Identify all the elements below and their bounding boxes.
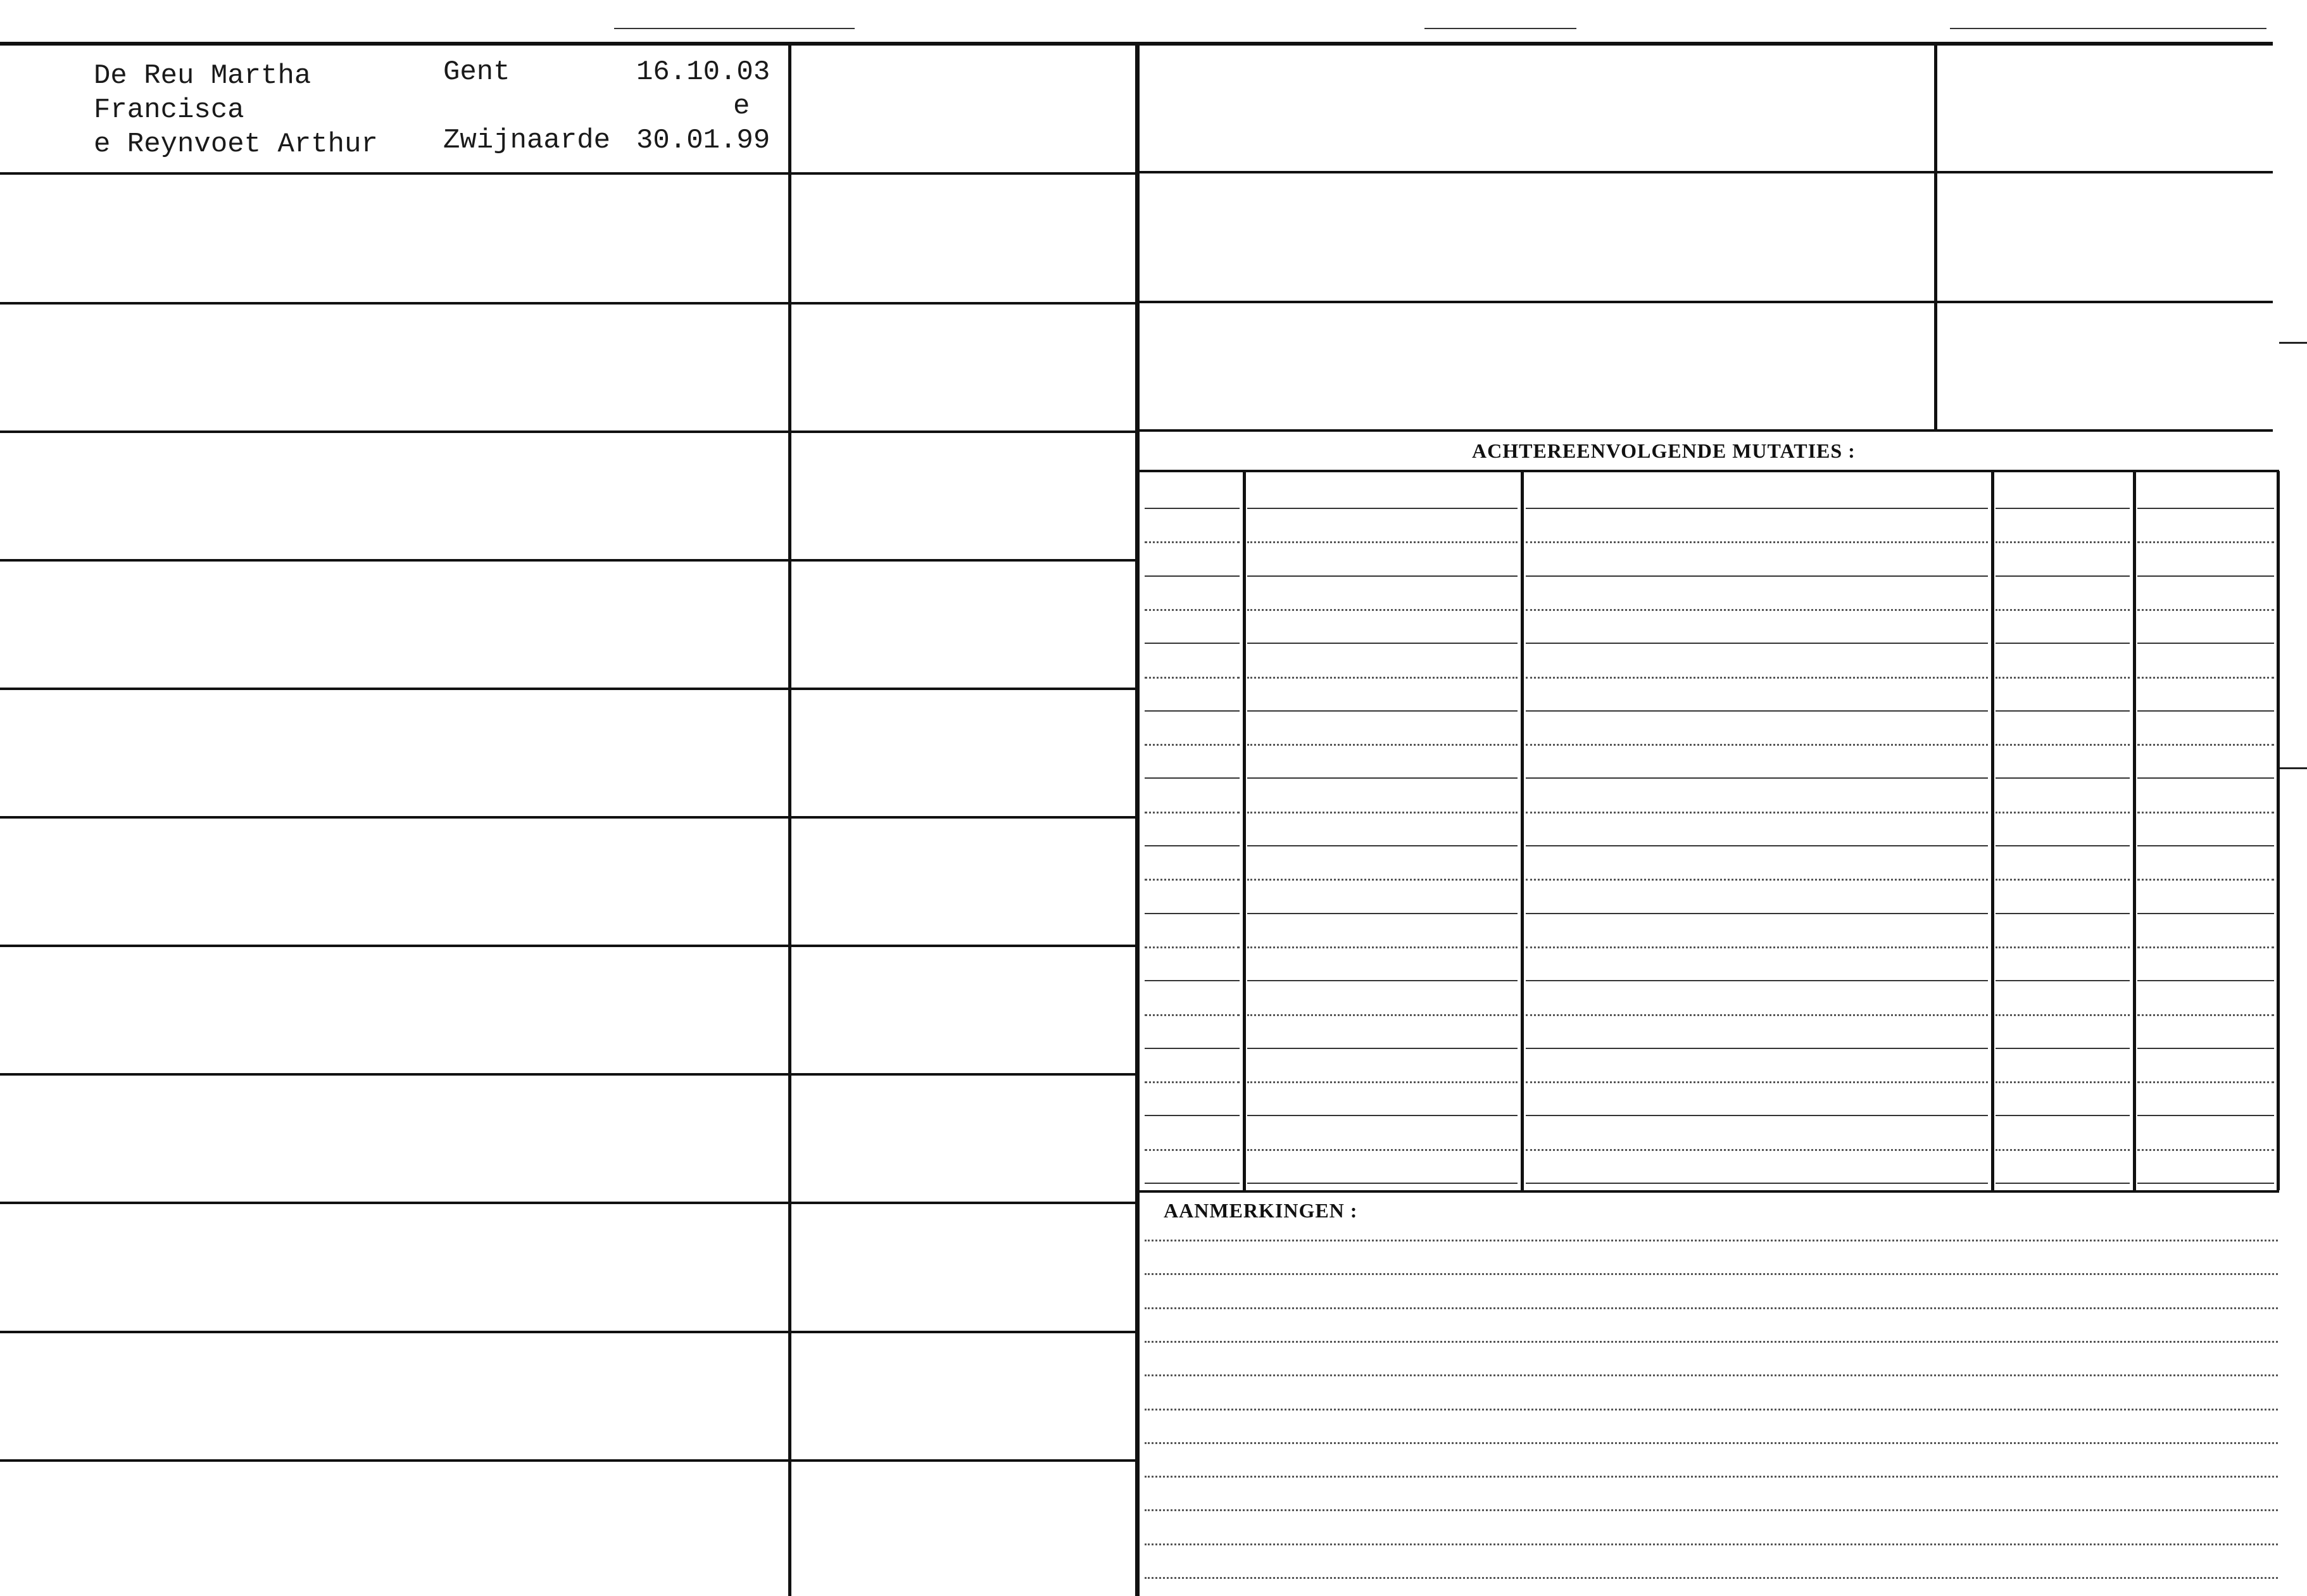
- entry-name-line2: Francisca: [94, 94, 244, 126]
- mutations-col-divider: [1243, 471, 1246, 1190]
- mutations-dotted-line: [1145, 946, 1240, 948]
- mutations-dotted-line: [1996, 609, 2130, 611]
- mutations-solid-line: [1526, 845, 1988, 846]
- mutations-solid-line: [1145, 1183, 1240, 1184]
- remarks-dotted-line: [1145, 1374, 2278, 1376]
- mutations-solid-line: [1996, 1183, 2130, 1184]
- mutations-dotted-line: [2137, 879, 2274, 881]
- mutations-solid-line: [1247, 913, 1518, 914]
- mutations-col-divider: [1991, 471, 1994, 1190]
- mutations-dotted-line: [1145, 609, 1240, 611]
- mutations-dotted-line: [1145, 1014, 1240, 1016]
- mutations-dotted-line: [1526, 744, 1988, 746]
- mutations-solid-line: [2137, 1183, 2274, 1184]
- remarks-dotted-line: [1145, 1543, 2278, 1545]
- mutations-solid-line: [2137, 643, 2274, 644]
- mutations-dotted-line: [1996, 946, 2130, 948]
- mutations-solid-line: [1526, 913, 1988, 914]
- mutations-solid-line: [1145, 845, 1240, 846]
- entry-date1: 16.10.03: [636, 56, 770, 88]
- mutations-dotted-line: [1247, 812, 1518, 814]
- entry-place2: Zwijnaarde: [443, 125, 611, 156]
- remarks-dotted-line: [1145, 1442, 2278, 1444]
- left-row-line: [0, 172, 1135, 175]
- mutations-table-bottom: [1140, 1190, 2279, 1193]
- mutations-solid-line: [1996, 913, 2130, 914]
- mutations-dotted-line: [1526, 541, 1988, 543]
- mutations-dotted-line: [1145, 879, 1240, 881]
- mutations-solid-line: [2137, 575, 2274, 577]
- mutations-solid-line: [1996, 980, 2130, 981]
- mutations-solid-line: [2137, 1115, 2274, 1116]
- mutations-dotted-line: [1247, 1149, 1518, 1151]
- right-row-line: [1140, 429, 2273, 432]
- mutations-solid-line: [1247, 575, 1518, 577]
- left-row-line: [0, 559, 1135, 562]
- column-divider-center: [1135, 44, 1140, 1596]
- left-row-line: [0, 1331, 1135, 1333]
- mutations-dotted-line: [1526, 1149, 1988, 1151]
- mutations-solid-line: [1145, 777, 1240, 779]
- mutations-col-divider: [2133, 471, 2136, 1190]
- mutations-dotted-line: [1526, 1014, 1988, 1016]
- mutations-dotted-line: [1996, 1149, 2130, 1151]
- mutations-dotted-line: [1996, 677, 2130, 679]
- left-row-line: [0, 945, 1135, 947]
- remarks-dotted-line: [1145, 1476, 2278, 1478]
- mutations-solid-line: [1247, 710, 1518, 712]
- mutations-solid-line: [2137, 845, 2274, 846]
- mutations-col-divider: [2277, 471, 2280, 1190]
- mutations-solid-line: [1526, 1183, 1988, 1184]
- mutations-solid-line: [1145, 980, 1240, 981]
- mutations-solid-line: [1996, 643, 2130, 644]
- mutations-solid-line: [1996, 845, 2130, 846]
- mutations-dotted-line: [1145, 541, 1240, 543]
- entry-name-line3: e Reynvoet Arthur: [94, 129, 378, 160]
- mutations-dotted-line: [1247, 1014, 1518, 1016]
- mutations-dotted-line: [1996, 879, 2130, 881]
- mutations-solid-line: [1996, 1115, 2130, 1116]
- mutations-solid-line: [2137, 777, 2274, 779]
- entry-date2: 30.01.99: [636, 125, 770, 156]
- mutations-solid-line: [1526, 710, 1988, 712]
- mutations-solid-line: [1247, 1183, 1518, 1184]
- mutations-dotted-line: [1145, 1149, 1240, 1151]
- mutations-dotted-line: [2137, 1149, 2274, 1151]
- mutations-solid-line: [1996, 1048, 2130, 1049]
- remarks-heading: AANMERKINGEN :: [1164, 1199, 1358, 1222]
- mutations-dotted-line: [2137, 609, 2274, 611]
- mutations-solid-line: [1145, 913, 1240, 914]
- mutations-solid-line: [2137, 1048, 2274, 1049]
- header-dash: [614, 28, 855, 29]
- mutations-solid-line: [1526, 643, 1988, 644]
- mutations-solid-line: [1145, 508, 1240, 509]
- mutations-solid-line: [1996, 777, 2130, 779]
- mutations-solid-line: [1526, 777, 1988, 779]
- mutations-solid-line: [1996, 710, 2130, 712]
- left-row-line: [0, 816, 1135, 819]
- column-divider-left: [788, 44, 791, 1596]
- mutations-solid-line: [1247, 980, 1518, 981]
- mutations-dotted-line: [1996, 1081, 2130, 1083]
- entry-name-line1: De Reu Martha: [94, 60, 311, 92]
- mutations-solid-line: [1145, 1048, 1240, 1049]
- mutations-solid-line: [1247, 845, 1518, 846]
- mutations-dotted-line: [1996, 812, 2130, 814]
- mutations-solid-line: [1526, 1048, 1988, 1049]
- mutations-heading: ACHTEREENVOLGENDE MUTATIES :: [1472, 439, 1856, 462]
- mutations-dotted-line: [1145, 812, 1240, 814]
- mutations-dotted-line: [1247, 541, 1518, 543]
- remarks-dotted-line: [1145, 1273, 2278, 1275]
- mutations-solid-line: [1247, 1115, 1518, 1116]
- mutations-dotted-line: [1145, 1081, 1240, 1083]
- entry-date-separator: e: [733, 91, 750, 122]
- left-row-line: [0, 688, 1135, 690]
- mutations-dotted-line: [1526, 1081, 1988, 1083]
- mutations-solid-line: [1526, 980, 1988, 981]
- mutations-solid-line: [2137, 710, 2274, 712]
- mutations-dotted-line: [1247, 744, 1518, 746]
- mutations-dotted-line: [2137, 744, 2274, 746]
- left-row-line: [0, 302, 1135, 305]
- mutations-solid-line: [2137, 913, 2274, 914]
- edge-tick: [2279, 767, 2307, 769]
- mutations-solid-line: [1526, 508, 1988, 509]
- remarks-dotted-line: [1145, 1409, 2278, 1411]
- mutations-solid-line: [1247, 643, 1518, 644]
- left-row-line: [0, 1459, 1135, 1462]
- mutations-dotted-line: [1526, 609, 1988, 611]
- mutations-table-top: [1140, 470, 2279, 472]
- mutations-col-divider: [1521, 471, 1524, 1190]
- header-dash: [1950, 28, 2266, 29]
- mutations-dotted-line: [1247, 609, 1518, 611]
- header-dash: [1424, 28, 1576, 29]
- mutations-dotted-line: [1247, 1081, 1518, 1083]
- mutations-dotted-line: [2137, 812, 2274, 814]
- mutations-dotted-line: [1526, 879, 1988, 881]
- mutations-dotted-line: [1145, 677, 1240, 679]
- mutations-dotted-line: [1996, 541, 2130, 543]
- remarks-dotted-line: [1145, 1307, 2278, 1309]
- mutations-solid-line: [1996, 508, 2130, 509]
- mutations-solid-line: [1996, 575, 2130, 577]
- mutations-dotted-line: [2137, 1081, 2274, 1083]
- mutations-solid-line: [1145, 1115, 1240, 1116]
- mutations-solid-line: [2137, 980, 2274, 981]
- remarks-dotted-line: [1145, 1240, 2278, 1241]
- right-row-line: [1140, 171, 2273, 173]
- mutations-solid-line: [1145, 710, 1240, 712]
- right-row-line: [1140, 301, 2273, 303]
- mutations-solid-line: [1247, 777, 1518, 779]
- left-row-line: [0, 1202, 1135, 1204]
- remarks-dotted-line: [1145, 1577, 2278, 1579]
- mutations-dotted-line: [1145, 744, 1240, 746]
- entry-place1: Gent: [443, 56, 510, 88]
- mutations-dotted-line: [1996, 1014, 2130, 1016]
- mutations-solid-line: [1526, 1115, 1988, 1116]
- remarks-dotted-line: [1145, 1509, 2278, 1511]
- mutations-solid-line: [1526, 575, 1988, 577]
- mutations-dotted-line: [2137, 1014, 2274, 1016]
- left-row-line: [0, 430, 1135, 433]
- column-divider-right-top: [1934, 44, 1937, 429]
- remarks-dotted-line: [1145, 1341, 2278, 1343]
- mutations-dotted-line: [1526, 812, 1988, 814]
- mutations-dotted-line: [2137, 677, 2274, 679]
- mutations-dotted-line: [1526, 946, 1988, 948]
- mutations-dotted-line: [1247, 946, 1518, 948]
- mutations-dotted-line: [1247, 677, 1518, 679]
- mutations-solid-line: [1247, 1048, 1518, 1049]
- left-row-line: [0, 1073, 1135, 1076]
- edge-tick: [2279, 342, 2307, 344]
- mutations-solid-line: [1145, 575, 1240, 577]
- mutations-dotted-line: [2137, 541, 2274, 543]
- mutations-dotted-line: [1996, 744, 2130, 746]
- mutations-solid-line: [1145, 643, 1240, 644]
- mutations-solid-line: [1247, 508, 1518, 509]
- mutations-dotted-line: [1526, 677, 1988, 679]
- mutations-solid-line: [2137, 508, 2274, 509]
- mutations-dotted-line: [2137, 946, 2274, 948]
- mutations-dotted-line: [1247, 879, 1518, 881]
